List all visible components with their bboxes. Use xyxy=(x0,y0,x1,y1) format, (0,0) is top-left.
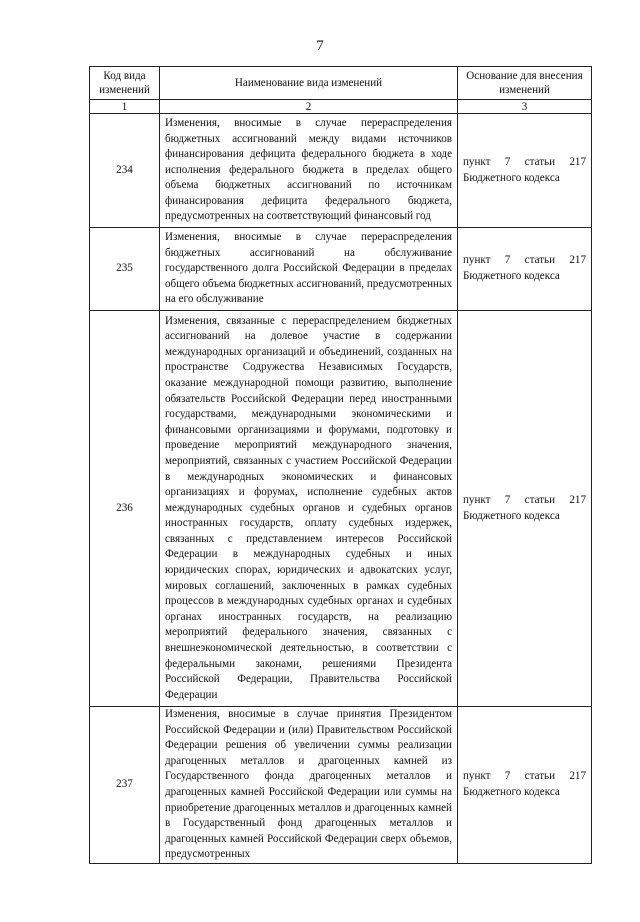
basis-line-1: пункт 7 статьи 217 xyxy=(463,493,586,506)
header-basis: Основание для внесения изменений xyxy=(458,67,592,100)
row-basis xyxy=(458,311,592,707)
row-description: Изменения, вносимые в случае принятия Президентом Российской Федерации и (или) Правительством Российской Федерации решения об увеличении суммы реализации драгоценных металлов и драгоценных камней из Государственного фонда драгоценных металлов и драгоценных камней Российской Федерации или суммы на приобретение драгоценных металлов и драгоценных камней в Государственный фонд драгоценных металлов и драгоценных камней Российской Федерации сверх объемов, предусмотренных xyxy=(160,707,458,864)
basis-line-2: Бюджетного кодекса xyxy=(463,509,560,522)
basis-line-2: Бюджетного кодекса xyxy=(463,171,560,184)
header-name: Наименование вида изменений xyxy=(160,67,458,100)
column-number-3: 3 xyxy=(458,100,592,114)
row-basis xyxy=(458,228,592,311)
basis-line-1: пункт 7 статьи 217 xyxy=(463,770,586,783)
basis-line-2: Бюджетного кодекса xyxy=(463,785,560,798)
table-row xyxy=(90,228,592,311)
changes-table xyxy=(89,66,592,864)
table-row xyxy=(90,707,592,864)
row-code: 236 xyxy=(90,311,160,707)
header-code: Код вида изменений xyxy=(90,67,160,100)
column-number-1: 1 xyxy=(90,100,160,114)
table-row xyxy=(90,114,592,228)
row-code: 237 xyxy=(90,707,160,864)
column-number-row xyxy=(90,100,592,114)
row-description: Изменения, вносимые в случае перераспределения бюджетных ассигнований между видами источников финансирования дефицита федерального бюджета в ходе исполнения федерального бюджета в пределах общего объема бюджетных ассигнований по источникам финансирования дефицита федерального бюджета, предусмотренных на соответствующий финансовый год xyxy=(160,114,458,228)
row-basis xyxy=(458,114,592,228)
row-description: Изменения, вносимые в случае перераспределения бюджетных ассигнований на обслуживание государственного долга Российской Федерации в пределах общего объема бюджетных ассигнований, предусмотренных на его обслуживание xyxy=(160,228,458,311)
page-number: 7 xyxy=(316,38,324,54)
basis-line-1: пункт 7 статьи 217 xyxy=(463,254,586,267)
table-header-row xyxy=(90,67,592,100)
table-row xyxy=(90,311,592,707)
basis-line-1: пункт 7 статьи 217 xyxy=(463,155,586,168)
column-number-2: 2 xyxy=(160,100,458,114)
row-basis xyxy=(458,707,592,864)
row-code: 235 xyxy=(90,228,160,311)
row-description: Изменения, связанные с перераспределением бюджетных ассигнований на долевое участие в содержании международных организаций и объединений, созданных на пространстве Содружества Независимых Государств, оказание международной помощи развитию, выполнение обязательств Российской Федерации перед иностранными государствами, международными экономическими и финансовыми организациями и форумами, подготовку и проведение мероприятий международного значения, мероприятий, связанных с участием Российской Федерации в международных экономических и финансовых организациях и форумах, исполнение судебных актов международных судебных органов и судебных органов иностранных государств, оплату судебных издержек, связанных с представлением интересов Российской Федерации в международных судебных и иных юридических спорах, юридических и адвокатских услуг, мировых соглашений, заключенных в рамках судебных процессов в международных судебных органах и судебных органах иностранных государств, на реализацию мероприятий федерального значения, связанных с внешнеэкономической деятельностью, в соответствии с федеральными законами, решениями Президента Российской Федерации, Правительства Российской Федерации xyxy=(160,311,458,707)
row-code: 234 xyxy=(90,114,160,228)
basis-line-2: Бюджетного кодекса xyxy=(463,270,560,282)
